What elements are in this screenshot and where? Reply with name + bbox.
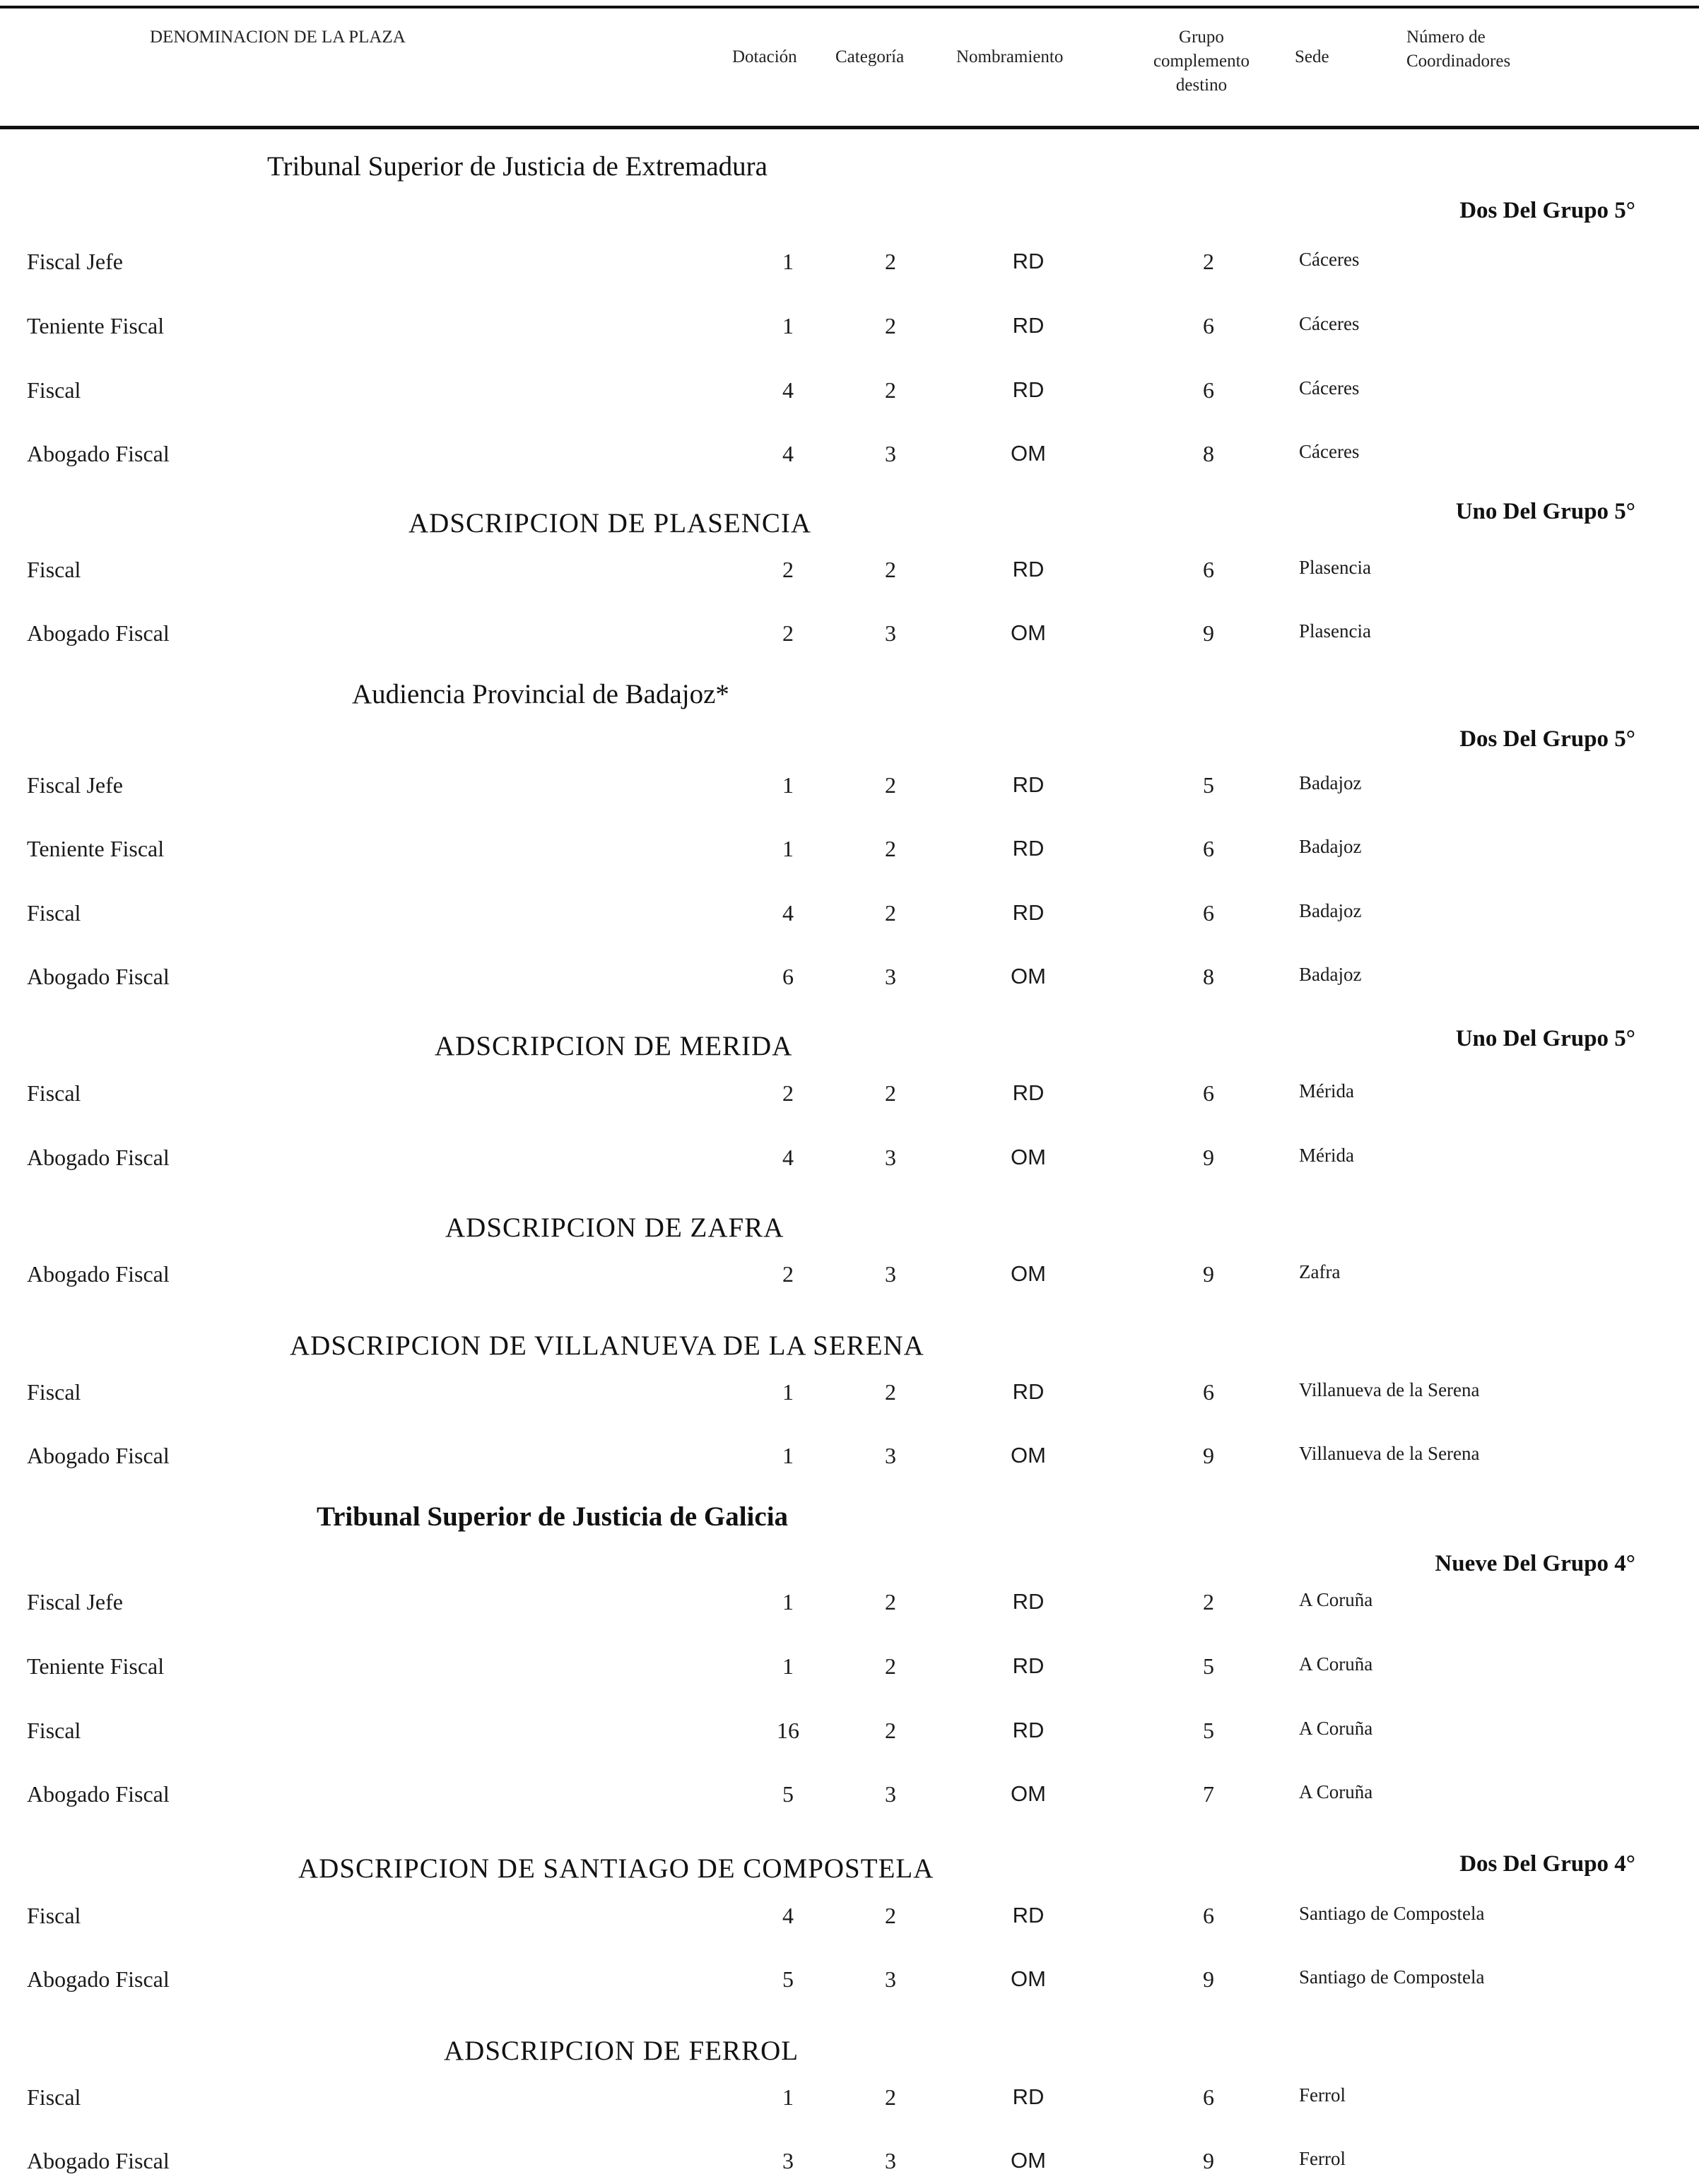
cell-categoria: 2 [885,1718,896,1743]
cell-grupo: 8 [1203,964,1214,989]
table-row [0,1379,1699,1413]
cell-sede: Plasencia [1299,620,1371,642]
cell-nombramiento: OM [1011,2148,1046,2173]
cell-dotacion: 1 [782,249,794,274]
cell-denominacion: Fiscal [27,1379,81,1405]
cell-sede: A Coruña [1299,1653,1373,1675]
cell-sede: Cáceres [1299,249,1360,270]
section-coordinators: Dos Del Grupo 4° [1459,1851,1635,1877]
section-title: ADSCRIPCION DE MERIDA [435,1031,793,1061]
cell-dotacion: 1 [782,772,794,798]
cell-nombramiento: RD [1012,557,1045,582]
cell-nombramiento: OM [1011,1966,1046,1991]
cell-categoria: 3 [885,1261,896,1287]
table-row [0,313,1699,347]
table-row [0,1718,1699,1752]
table-row [0,1145,1699,1179]
cell-categoria: 3 [885,1966,896,1992]
cell-dotacion: 1 [782,2084,794,2110]
cell-sede: Cáceres [1299,441,1360,462]
cell-grupo: 9 [1203,1261,1214,1287]
cell-dotacion: 3 [782,2148,794,2173]
cell-grupo: 9 [1203,1443,1214,1468]
cell-denominacion: Fiscal [27,377,81,403]
cell-categoria: 3 [885,1781,896,1807]
cell-sede: Ferrol [1299,2084,1346,2106]
cell-nombramiento: RD [1012,1080,1045,1105]
cell-grupo: 6 [1203,2084,1214,2110]
cell-denominacion: Fiscal [27,1080,81,1106]
cell-categoria: 2 [885,1903,896,1928]
section-title: ADSCRIPCION DE SANTIAGO DE COMPOSTELA [298,1853,934,1884]
section-title: ADSCRIPCION DE FERROL [444,2036,799,2066]
cell-dotacion: 1 [782,836,794,861]
cell-sede: Plasencia [1299,557,1371,578]
cell-categoria: 2 [885,377,896,403]
cell-nombramiento: RD [1012,1589,1045,1614]
cell-nombramiento: RD [1012,1379,1045,1404]
section-title: ADSCRIPCION DE VILLANUEVA DE LA SERENA [290,1330,924,1361]
section-coordinators: Uno Del Grupo 5° [1455,499,1635,524]
cell-grupo: 5 [1203,1718,1214,1743]
cell-grupo: 5 [1203,772,1214,798]
cell-nombramiento: OM [1011,1261,1046,1286]
cell-sede: Mérida [1299,1080,1354,1102]
table-row [0,620,1699,654]
cell-dotacion: 4 [782,900,794,926]
cell-denominacion: Fiscal [27,2084,81,2110]
cell-grupo: 6 [1203,377,1214,403]
cell-sede: A Coruña [1299,1718,1373,1739]
cell-grupo: 6 [1203,1379,1214,1405]
section-title: Tribunal Superior de Justicia de Extremadura [267,151,768,182]
cell-sede: Santiago de Compostela [1299,1903,1485,1924]
cell-denominacion: Abogado Fiscal [27,441,170,466]
cell-nombramiento: OM [1011,620,1046,645]
cell-categoria: 3 [885,1443,896,1468]
section-title: ADSCRIPCION DE ZAFRA [445,1212,784,1243]
section-coordinators: Dos Del Grupo 5° [1459,198,1635,223]
section-title: Audiencia Provincial de Badajoz* [352,679,729,709]
cell-sede: Badajoz [1299,900,1362,921]
table-row [0,1443,1699,1477]
table-row [0,249,1699,283]
cell-grupo: 9 [1203,620,1214,646]
cell-nombramiento: OM [1011,441,1046,466]
cell-denominacion: Fiscal Jefe [27,772,123,798]
cell-sede: Villanueva de la Serena [1299,1379,1480,1400]
table-row [0,1261,1699,1295]
header-dotacion: Dotación [732,47,797,66]
cell-denominacion: Teniente Fiscal [27,313,165,338]
cell-denominacion: Fiscal Jefe [27,1589,123,1615]
cell-grupo: 5 [1203,1653,1214,1679]
table-row [0,964,1699,998]
table-row [0,1653,1699,1687]
cell-sede: A Coruña [1299,1781,1373,1802]
cell-categoria: 2 [885,836,896,861]
cell-grupo: 9 [1203,2148,1214,2173]
table-row [0,557,1699,591]
cell-grupo: 7 [1203,1781,1214,1807]
cell-dotacion: 5 [782,1781,794,1807]
cell-dotacion: 5 [782,1966,794,1992]
section-coordinators: Nueve Del Grupo 4° [1435,1551,1635,1576]
cell-dotacion: 2 [782,1080,794,1106]
cell-sede: Badajoz [1299,772,1362,793]
cell-denominacion: Fiscal Jefe [27,249,123,274]
cell-dotacion: 16 [777,1718,799,1743]
section-title: Tribunal Superior de Justicia de Galicia [317,1501,789,1532]
cell-dotacion: 2 [782,1261,794,1287]
table-row [0,1966,1699,2000]
cell-denominacion: Abogado Fiscal [27,964,170,989]
cell-sede: Villanueva de la Serena [1299,1443,1480,1464]
top-rule [0,6,1699,8]
table-row [0,900,1699,934]
header-sede: Sede [1295,47,1329,66]
cell-sede: Ferrol [1299,2148,1346,2169]
cell-grupo: 6 [1203,313,1214,338]
cell-categoria: 3 [885,441,896,466]
cell-denominacion: Teniente Fiscal [27,836,165,861]
cell-denominacion: Abogado Fiscal [27,1145,170,1170]
cell-nombramiento: RD [1012,2084,1045,2109]
cell-nombramiento: OM [1011,1443,1046,1468]
cell-sede: A Coruña [1299,1589,1373,1610]
table-row [0,441,1699,475]
cell-sede: Santiago de Compostela [1299,1966,1485,1988]
cell-denominacion: Fiscal [27,900,81,926]
table-row [0,1080,1699,1114]
cell-grupo: 6 [1203,557,1214,582]
cell-nombramiento: RD [1012,900,1045,925]
cell-grupo: 6 [1203,836,1214,861]
cell-sede: Cáceres [1299,313,1360,334]
cell-dotacion: 1 [782,1653,794,1679]
cell-denominacion: Abogado Fiscal [27,1261,170,1287]
cell-nombramiento: RD [1012,772,1045,797]
cell-categoria: 3 [885,1145,896,1170]
table-row [0,1903,1699,1937]
cell-dotacion: 1 [782,1443,794,1468]
cell-denominacion: Teniente Fiscal [27,1653,165,1679]
cell-grupo: 8 [1203,441,1214,466]
cell-nombramiento: RD [1012,249,1045,273]
cell-nombramiento: RD [1012,377,1045,402]
cell-nombramiento: OM [1011,964,1046,988]
cell-categoria: 3 [885,964,896,989]
cell-dotacion: 2 [782,557,794,582]
section-coordinators: Dos Del Grupo 5° [1459,726,1635,752]
cell-grupo: 2 [1203,1589,1214,1615]
cell-nombramiento: OM [1011,1781,1046,1806]
cell-nombramiento: RD [1012,1653,1045,1678]
header-nombramiento: Nombramiento [956,47,1064,66]
cell-categoria: 2 [885,900,896,926]
cell-grupo: 2 [1203,249,1214,274]
section-coordinators: Uno Del Grupo 5° [1455,1026,1635,1051]
cell-sede: Mérida [1299,1145,1354,1166]
cell-sede: Badajoz [1299,836,1362,857]
table-row [0,2084,1699,2118]
table-row [0,1781,1699,1815]
cell-sede: Badajoz [1299,964,1362,985]
cell-categoria: 2 [885,1080,896,1106]
cell-sede: Zafra [1299,1261,1341,1282]
header-denominacion: DENOMINACION DE LA PLAZA [150,28,406,47]
cell-categoria: 2 [885,1589,896,1615]
cell-nombramiento: RD [1012,1903,1045,1928]
cell-denominacion: Abogado Fiscal [27,620,170,646]
cell-categoria: 2 [885,1379,896,1405]
cell-categoria: 2 [885,249,896,274]
cell-denominacion: Fiscal [27,1718,81,1743]
cell-nombramiento: OM [1011,1145,1046,1169]
section-title: ADSCRIPCION DE PLASENCIA [408,508,812,538]
cell-dotacion: 1 [782,313,794,338]
table-row [0,836,1699,870]
cell-dotacion: 4 [782,441,794,466]
cell-grupo: 6 [1203,1080,1214,1106]
cell-categoria: 2 [885,1653,896,1679]
cell-categoria: 3 [885,620,896,646]
cell-dotacion: 4 [782,1903,794,1928]
cell-denominacion: Fiscal [27,1903,81,1928]
cell-dotacion: 2 [782,620,794,646]
cell-dotacion: 6 [782,964,794,989]
cell-dotacion: 1 [782,1379,794,1405]
cell-nombramiento: RD [1012,313,1045,338]
header-coordinadores: Número de Coordinadores [1406,28,1511,71]
cell-dotacion: 1 [782,1589,794,1615]
cell-nombramiento: RD [1012,836,1045,861]
cell-categoria: 2 [885,772,896,798]
cell-categoria: 2 [885,557,896,582]
table-row [0,1589,1699,1623]
header-rule [0,126,1699,129]
header-categoria: Categoría [835,47,905,66]
cell-nombramiento: RD [1012,1718,1045,1742]
cell-categoria: 3 [885,2148,896,2173]
cell-grupo: 6 [1203,1903,1214,1928]
cell-denominacion: Abogado Fiscal [27,1781,170,1807]
cell-denominacion: Abogado Fiscal [27,1966,170,1992]
cell-sede: Cáceres [1299,377,1360,399]
table-row [0,2148,1699,2182]
cell-grupo: 6 [1203,900,1214,926]
cell-dotacion: 4 [782,1145,794,1170]
cell-denominacion: Fiscal [27,557,81,582]
cell-categoria: 2 [885,2084,896,2110]
cell-dotacion: 4 [782,377,794,403]
cell-grupo: 9 [1203,1966,1214,1992]
cell-denominacion: Abogado Fiscal [27,1443,170,1468]
cell-grupo: 9 [1203,1145,1214,1170]
table-row [0,772,1699,806]
cell-denominacion: Abogado Fiscal [27,2148,170,2173]
cell-categoria: 2 [885,313,896,338]
header-grupo: Grupo complemento destino [1153,28,1250,95]
table-row [0,377,1699,411]
